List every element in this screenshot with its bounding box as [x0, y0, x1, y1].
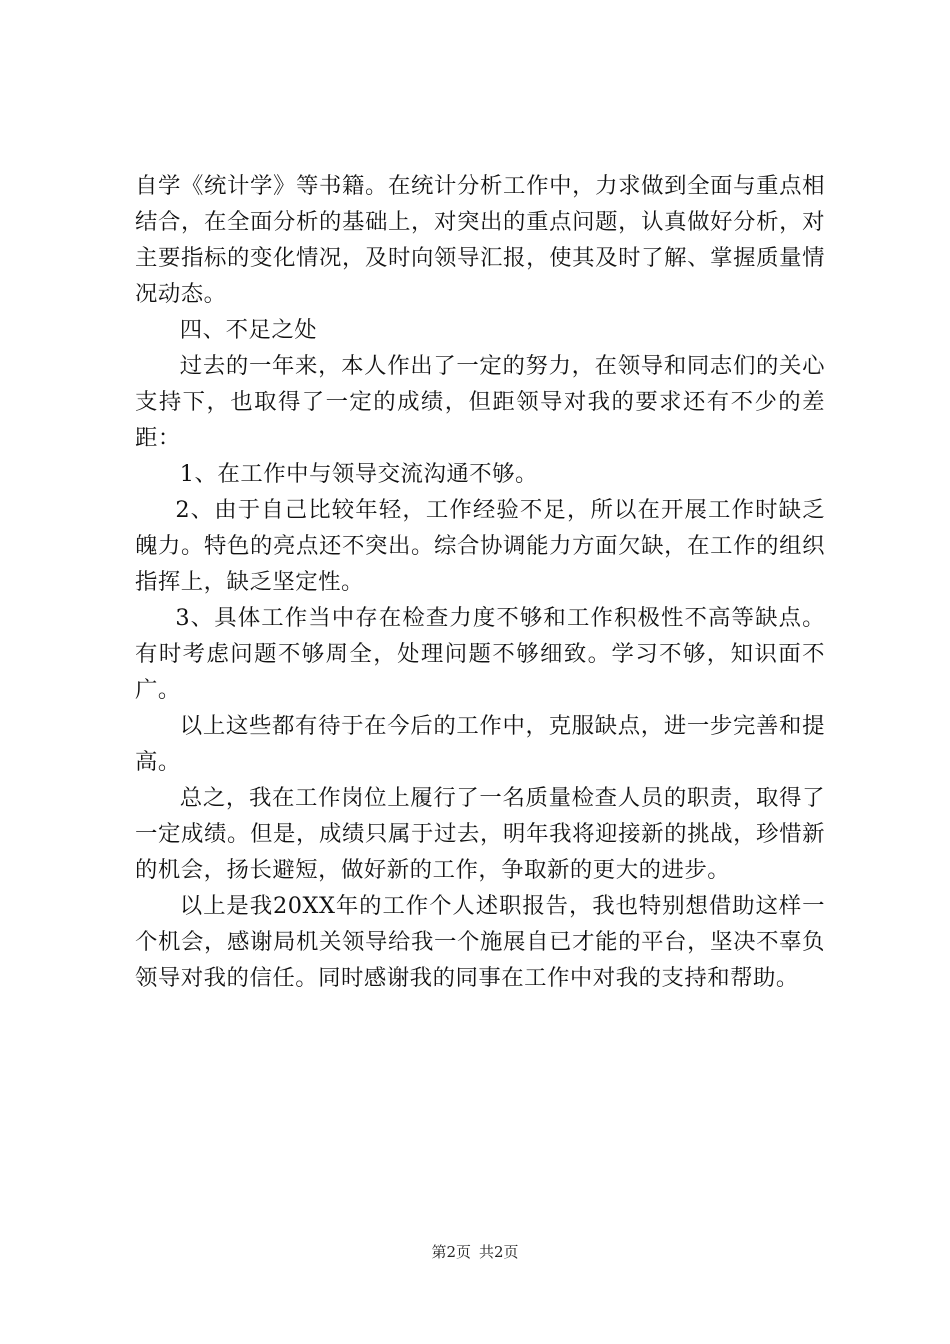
section-heading-shortcomings: 四、不足之处	[179, 317, 318, 343]
list-item-3: 3、具体工作当中存在检查力度不够和工作积极性不高等缺点。有时考虑问题不够周全，处理问题不够细致。学习不够，知识面不广。	[135, 605, 825, 703]
page-number: 第2页	[431, 1243, 471, 1261]
paragraph-improvement: 以上这些都有待于在今后的工作中，克服缺点，进一步完善和提高。	[135, 713, 825, 775]
document-body	[135, 168, 825, 996]
paragraph-statistics-study: 自学《统计学》等书籍。在统计分析工作中，力求做到全面与重点相结合，在全面分析的基础上，对突出的重点问题，认真做好分析，对主要指标的变化情况，及时向领导汇报，使其及时了解、掌握质量情况动态。	[135, 173, 825, 307]
page-total: 共2页	[479, 1243, 519, 1261]
page-footer	[0, 1242, 950, 1262]
list-item-2: 2、由于自己比较年轻，工作经验不足，所以在开展工作时缺乏魄力。特色的亮点还不突出。综合协调能力方面欠缺，在工作的组织指挥上，缺乏坚定性。	[135, 497, 825, 595]
paragraph-summary: 总之，我在工作岗位上履行了一名质量检查人员的职责，取得了一定成绩。但是，成绩只属于过去，明年我将迎接新的挑战，珍惜新的机会，扬长避短，做好新的工作，争取新的更大的进步。	[135, 785, 825, 883]
paragraph-past-year: 过去的一年来，本人作出了一定的努力，在领导和同志们的关心支持下，也取得了一定的成绩，但距领导对我的要求还有不少的差距：	[135, 353, 825, 451]
paragraph-closing: 以上是我20XX年的工作个人述职报告，我也特别想借助这样一个机会，感谢局机关领导给我一个施展自已才能的平台，坚决不辜负领导对我的信任。同时感谢我的同事在工作中对我的支持和帮助。	[135, 893, 825, 991]
list-item-1: 1、在工作中与领导交流沟通不够。	[179, 461, 538, 487]
